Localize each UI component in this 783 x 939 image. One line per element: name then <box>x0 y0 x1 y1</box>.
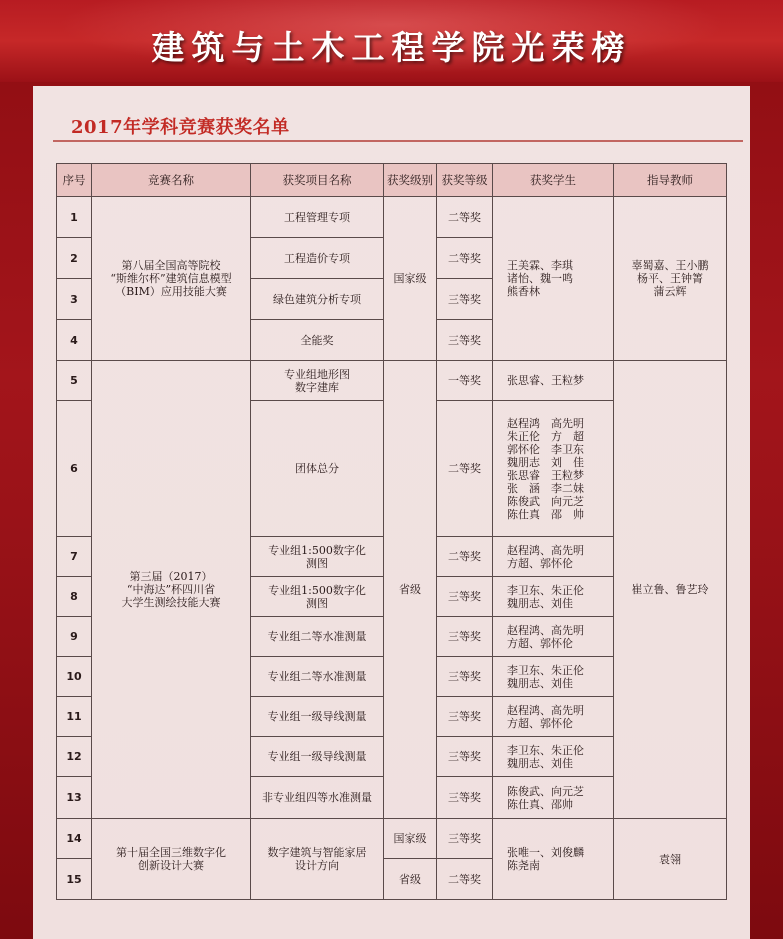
award-grade: 三等奖 <box>437 737 493 777</box>
project-name: 数字建筑与智能家居 设计方向 <box>251 819 384 900</box>
project-name: 非专业组四等水准测量 <box>251 777 384 819</box>
row-number: 7 <box>57 537 92 577</box>
award-grade: 二等奖 <box>437 401 493 537</box>
students: 王美霖、李琪 诸怡、魏一鸣 熊香林 <box>493 197 614 361</box>
award-level: 国家级 <box>384 819 437 859</box>
project-name: 工程管理专项 <box>251 197 384 238</box>
students: 赵程鸿、高先明 方超、郭怀伦 <box>493 617 614 657</box>
table-header-row <box>57 164 727 197</box>
row-number: 15 <box>57 859 92 900</box>
students: 李卫东、朱正伦 魏朋志、刘佳 <box>493 577 614 617</box>
award-grade: 二等奖 <box>437 537 493 577</box>
award-level: 省级 <box>384 361 437 819</box>
award-grade: 三等奖 <box>437 279 493 320</box>
students: 李卫东、朱正伦 魏朋志、刘佳 <box>493 737 614 777</box>
table-row <box>57 819 727 859</box>
page-subtitle: 2017年学科竞赛获奖名单 <box>71 117 290 138</box>
header-cell: 序号 <box>57 164 92 197</box>
project-name: 团体总分 <box>251 401 384 537</box>
header-cell: 竞赛名称 <box>92 164 251 197</box>
project-name: 专业组二等水准测量 <box>251 657 384 697</box>
project-name: 专业组一级导线测量 <box>251 697 384 737</box>
project-name: 专业组1:500数字化 测图 <box>251 537 384 577</box>
table-row <box>57 361 727 401</box>
header-cell: 获奖级别 <box>384 164 437 197</box>
students: 陈俊武、向元芝 陈仕真、邵帅 <box>493 777 614 819</box>
awards-table <box>56 163 727 900</box>
students: 赵程鸿 高先明 朱正伦 方 超 郭怀伦 李卫东 魏朋志 刘 佳 张思睿 王粒梦 张 涵 李二妹 陈俊武 向元芝 陈仕真 邵 帅 <box>493 401 614 537</box>
award-grade: 三等奖 <box>437 577 493 617</box>
students: 张唯一、刘俊麟 陈尧南 <box>493 819 614 900</box>
header-cell: 获奖等级 <box>437 164 493 197</box>
row-number: 2 <box>57 238 92 279</box>
row-number: 5 <box>57 361 92 401</box>
table-row <box>57 197 727 238</box>
teachers: 崔立鲁、鲁艺玲 <box>614 361 727 819</box>
project-name: 专业组二等水准测量 <box>251 617 384 657</box>
award-grade: 二等奖 <box>437 197 493 238</box>
teachers: 袁翎 <box>614 819 727 900</box>
students: 李卫东、朱正伦 魏朋志、刘佳 <box>493 657 614 697</box>
row-number: 11 <box>57 697 92 737</box>
award-level: 国家级 <box>384 197 437 361</box>
project-name: 全能奖 <box>251 320 384 361</box>
row-number: 14 <box>57 819 92 859</box>
row-number: 3 <box>57 279 92 320</box>
header-cell: 获奖项目名称 <box>251 164 384 197</box>
students: 赵程鸿、高先明 方超、郭怀伦 <box>493 537 614 577</box>
row-number: 4 <box>57 320 92 361</box>
project-name: 专业组一级导线测量 <box>251 737 384 777</box>
competition-name: 第三届（2017） “中海达”杯四川省 大学生测绘技能大赛 <box>92 361 251 819</box>
header-banner <box>0 0 783 82</box>
project-name: 专业组地形图 数字建库 <box>251 361 384 401</box>
award-grade: 三等奖 <box>437 697 493 737</box>
students: 赵程鸿、高先明 方超、郭怀伦 <box>493 697 614 737</box>
award-grade: 三等奖 <box>437 617 493 657</box>
project-name: 专业组1:500数字化 测图 <box>251 577 384 617</box>
award-level: 省级 <box>384 859 437 900</box>
header-cell: 获奖学生 <box>493 164 614 197</box>
banner-title: 建筑与土木工程学院光荣榜 <box>151 28 632 67</box>
award-grade: 三等奖 <box>437 657 493 697</box>
row-number: 13 <box>57 777 92 819</box>
project-name: 工程造价专项 <box>251 238 384 279</box>
competition-name: 第十届全国三维数字化 创新设计大赛 <box>92 819 251 900</box>
teachers: 辜蜀嘉、王小鹏 杨平、王钟箐 蒲云辉 <box>614 197 727 361</box>
award-grade: 三等奖 <box>437 320 493 361</box>
row-number: 10 <box>57 657 92 697</box>
award-grade: 一等奖 <box>437 361 493 401</box>
students: 张思睿、王粒梦 <box>493 361 614 401</box>
row-number: 12 <box>57 737 92 777</box>
row-number: 8 <box>57 577 92 617</box>
subtitle-divider <box>53 140 743 142</box>
award-grade: 二等奖 <box>437 859 493 900</box>
row-number: 6 <box>57 401 92 537</box>
header-cell: 指导教师 <box>614 164 727 197</box>
award-grade: 三等奖 <box>437 819 493 859</box>
competition-name: 第八届全国高等院校 “斯维尔杯”建筑信息模型 （BIM）应用技能大赛 <box>92 197 251 361</box>
award-grade: 三等奖 <box>437 777 493 819</box>
row-number: 1 <box>57 197 92 238</box>
project-name: 绿色建筑分析专项 <box>251 279 384 320</box>
award-grade: 二等奖 <box>437 238 493 279</box>
row-number: 9 <box>57 617 92 657</box>
